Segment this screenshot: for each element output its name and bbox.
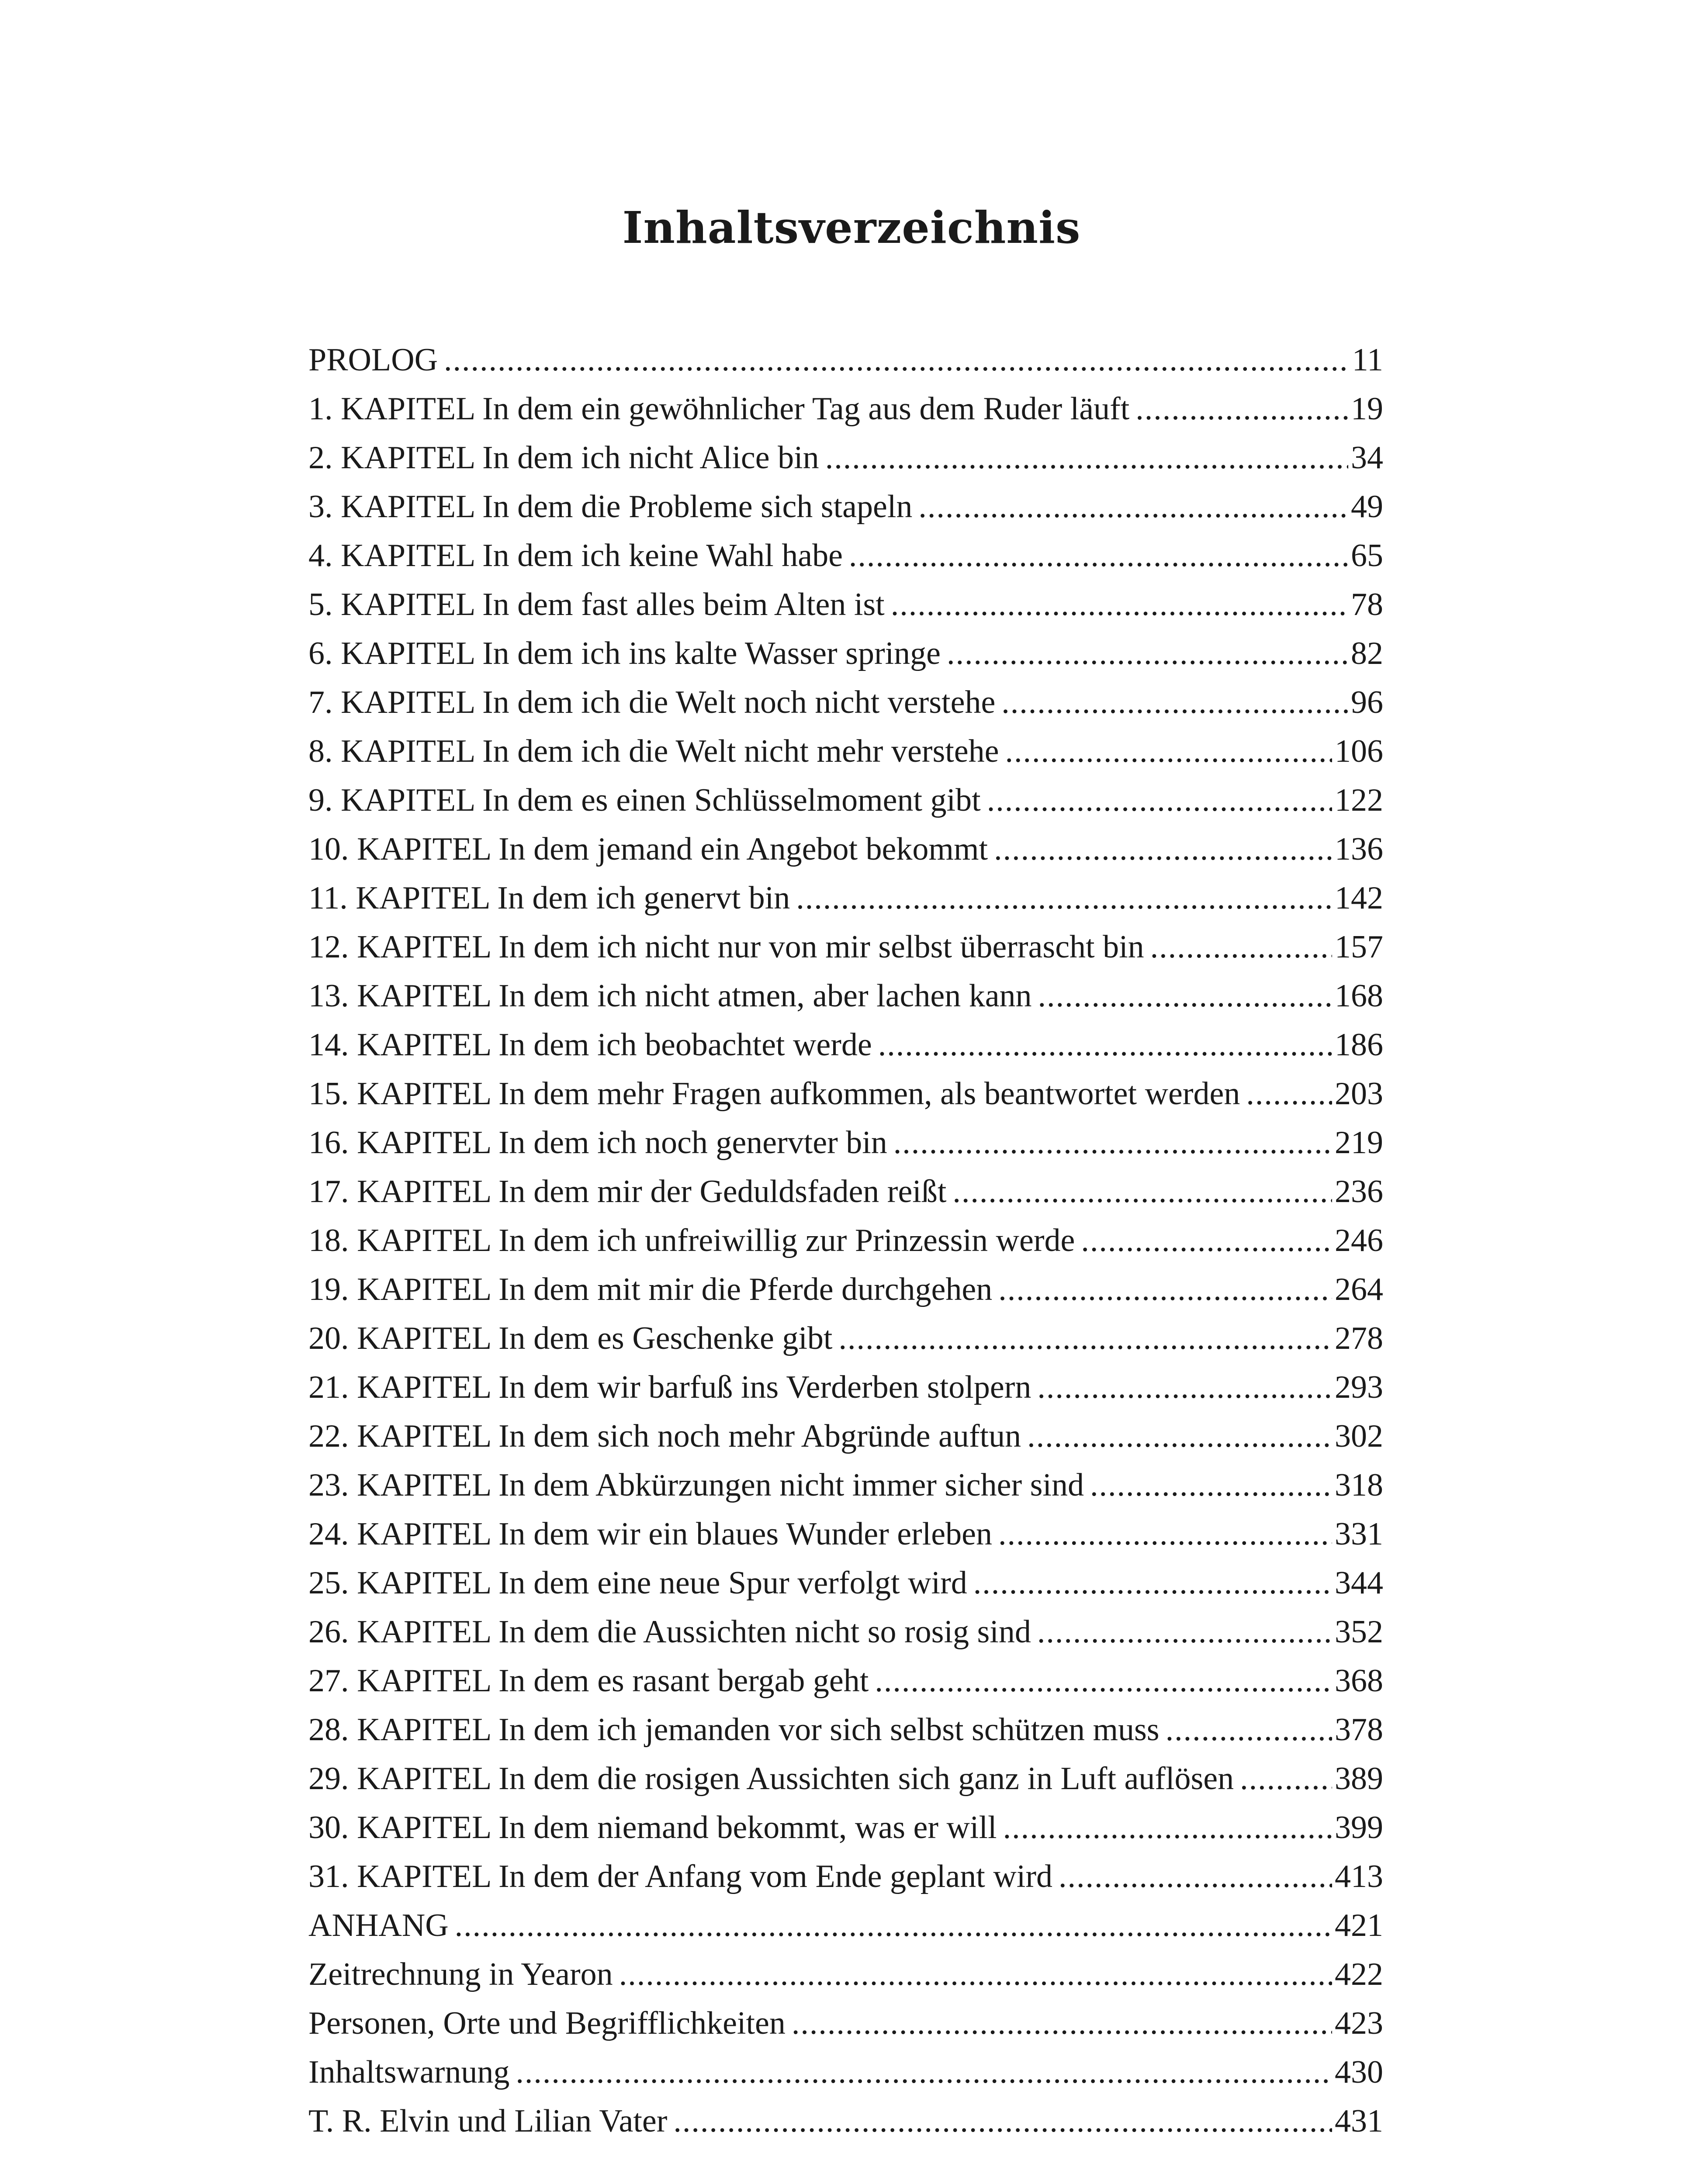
toc-dot-leader bbox=[1166, 1705, 1332, 1754]
toc-entry-page-number: 203 bbox=[1335, 1076, 1383, 1112]
toc-entry-title: 30. KAPITEL In dem niemand bekommt, was er will bbox=[308, 1810, 997, 1845]
toc-dot-leader bbox=[1059, 1852, 1332, 1901]
toc-entry bbox=[308, 1069, 1383, 1118]
toc-dot-leader bbox=[1150, 923, 1332, 971]
toc-dot-leader bbox=[973, 1559, 1332, 1607]
toc-entry-page-number: 421 bbox=[1335, 1908, 1383, 1943]
toc-entry-title: 25. KAPITEL In dem eine neue Spur verfolgt wird bbox=[308, 1565, 967, 1601]
toc-entry bbox=[308, 1265, 1383, 1314]
toc-entry-title: 16. KAPITEL In dem ich noch genervter bin bbox=[308, 1125, 887, 1161]
toc-entry-page-number: 186 bbox=[1335, 1027, 1383, 1063]
toc-dot-leader bbox=[619, 1950, 1332, 1999]
toc-entry-title: 6. KAPITEL In dem ich ins kalte Wasser springe bbox=[308, 636, 941, 671]
toc-dot-leader bbox=[1090, 1461, 1332, 1510]
table-of-contents bbox=[308, 335, 1383, 2146]
toc-entry-page-number: 82 bbox=[1351, 636, 1383, 671]
toc-entry bbox=[308, 1754, 1383, 1803]
toc-entry bbox=[308, 874, 1383, 923]
toc-entry-page-number: 264 bbox=[1335, 1272, 1383, 1307]
toc-entry bbox=[308, 923, 1383, 971]
toc-entry bbox=[308, 1559, 1383, 1607]
toc-dot-leader bbox=[891, 580, 1348, 629]
toc-entry-page-number: 302 bbox=[1335, 1418, 1383, 1454]
toc-entry bbox=[308, 1118, 1383, 1167]
toc-dot-leader bbox=[455, 1901, 1332, 1950]
toc-entry bbox=[308, 1705, 1383, 1754]
toc-entry-page-number: 246 bbox=[1335, 1223, 1383, 1258]
toc-entry-page-number: 49 bbox=[1351, 489, 1383, 525]
toc-entry-title: 19. KAPITEL In dem mit mir die Pferde durchgehen bbox=[308, 1272, 993, 1307]
toc-dot-leader bbox=[444, 335, 1350, 384]
toc-entry-page-number: 368 bbox=[1335, 1663, 1383, 1699]
toc-entry bbox=[308, 1950, 1383, 1999]
toc-dot-leader bbox=[1003, 1803, 1332, 1852]
toc-dot-leader bbox=[1027, 1412, 1332, 1461]
toc-entry-page-number: 423 bbox=[1335, 2005, 1383, 2041]
toc-dot-leader bbox=[673, 2097, 1332, 2146]
toc-dot-leader bbox=[1246, 1069, 1332, 1118]
toc-entry bbox=[308, 629, 1383, 678]
toc-dot-leader bbox=[1081, 1216, 1332, 1265]
page-title: Inhaltsverzeichnis bbox=[622, 202, 1081, 253]
toc-entry-page-number: 19 bbox=[1351, 391, 1383, 427]
toc-entry bbox=[308, 1216, 1383, 1265]
toc-entry bbox=[308, 1607, 1383, 1656]
toc-entry bbox=[308, 1656, 1383, 1705]
toc-entry-title: 12. KAPITEL In dem ich nicht nur von mir selbst überrascht bin bbox=[308, 929, 1144, 965]
toc-entry-title: Personen, Orte und Begrifflichkeiten bbox=[308, 2005, 786, 2041]
toc-entry bbox=[308, 531, 1383, 580]
toc-entry-title: 27. KAPITEL In dem es rasant bergab geht bbox=[308, 1663, 869, 1699]
toc-entry-title: Zeitrechnung in Yearon bbox=[308, 1956, 613, 1992]
toc-entry-title: 14. KAPITEL In dem ich beobachtet werde bbox=[308, 1027, 872, 1063]
toc-dot-leader bbox=[875, 1656, 1332, 1705]
toc-dot-leader bbox=[918, 482, 1348, 531]
toc-dot-leader bbox=[849, 531, 1348, 580]
toc-dot-leader bbox=[998, 1510, 1332, 1559]
toc-entry-page-number: 422 bbox=[1335, 1956, 1383, 1992]
toc-dot-leader bbox=[1038, 971, 1332, 1020]
toc-entry-title: 29. KAPITEL In dem die rosigen Aussichten sich ganz in Luft auflösen bbox=[308, 1761, 1234, 1797]
toc-entry-title: 31. KAPITEL In dem der Anfang vom Ende geplant wird bbox=[308, 1859, 1052, 1894]
toc-entry-title: 9. KAPITEL In dem es einen Schlüsselmoment gibt bbox=[308, 782, 981, 818]
toc-entry-title: 21. KAPITEL In dem wir barfuß ins Verderben stolpern bbox=[308, 1369, 1031, 1405]
toc-dot-leader bbox=[1037, 1607, 1332, 1656]
toc-entry-page-number: 318 bbox=[1335, 1467, 1383, 1503]
toc-entry-page-number: 331 bbox=[1335, 1516, 1383, 1552]
toc-entry-title: 13. KAPITEL In dem ich nicht atmen, aber lachen kann bbox=[308, 978, 1032, 1014]
toc-entry bbox=[308, 1167, 1383, 1216]
toc-entry-page-number: 65 bbox=[1351, 538, 1383, 574]
toc-dot-leader bbox=[825, 433, 1348, 482]
toc-dot-leader bbox=[987, 776, 1332, 825]
toc-entry-page-number: 11 bbox=[1352, 342, 1383, 378]
toc-entry-page-number: 106 bbox=[1335, 733, 1383, 769]
toc-entry bbox=[308, 335, 1383, 384]
toc-entry-title: 4. KAPITEL In dem ich keine Wahl habe bbox=[308, 538, 843, 574]
toc-entry-title: 20. KAPITEL In dem es Geschenke gibt bbox=[308, 1320, 833, 1356]
toc-dot-leader bbox=[1005, 727, 1333, 776]
toc-dot-leader bbox=[947, 629, 1348, 678]
toc-entry bbox=[308, 1020, 1383, 1069]
toc-entry-page-number: 78 bbox=[1351, 587, 1383, 622]
toc-dot-leader bbox=[516, 2048, 1332, 2097]
toc-entry-title: 24. KAPITEL In dem wir ein blaues Wunder erleben bbox=[308, 1516, 992, 1552]
toc-entry-title: 18. KAPITEL In dem ich unfreiwillig zur Prinzessin werde bbox=[308, 1223, 1075, 1258]
toc-entry-page-number: 157 bbox=[1335, 929, 1383, 965]
toc-entry bbox=[308, 1901, 1383, 1950]
toc-entry bbox=[308, 1412, 1383, 1461]
toc-entry bbox=[308, 2097, 1383, 2146]
toc-entry bbox=[308, 825, 1383, 874]
toc-entry-page-number: 399 bbox=[1335, 1810, 1383, 1845]
toc-entry-title: 11. KAPITEL In dem ich genervt bin bbox=[308, 880, 790, 916]
toc-dot-leader bbox=[792, 1999, 1332, 2048]
toc-entry-title: 8. KAPITEL In dem ich die Welt nicht mehr verstehe bbox=[308, 733, 999, 769]
toc-dot-leader bbox=[1240, 1754, 1332, 1803]
toc-entry-page-number: 389 bbox=[1335, 1761, 1383, 1797]
toc-entry bbox=[308, 1852, 1383, 1901]
toc-entry-page-number: 352 bbox=[1335, 1614, 1383, 1650]
toc-entry bbox=[308, 727, 1383, 776]
toc-entry-page-number: 122 bbox=[1335, 782, 1383, 818]
toc-entry bbox=[308, 1999, 1383, 2048]
toc-entry-title: 3. KAPITEL In dem die Probleme sich stapeln bbox=[308, 489, 913, 525]
toc-dot-leader bbox=[1001, 678, 1348, 727]
toc-entry-title: 2. KAPITEL In dem ich nicht Alice bin bbox=[308, 440, 819, 476]
toc-entry-title: 28. KAPITEL In dem ich jemanden vor sich selbst schützen muss bbox=[308, 1712, 1160, 1748]
toc-entry-page-number: 431 bbox=[1335, 2103, 1383, 2139]
toc-entry-page-number: 293 bbox=[1335, 1369, 1383, 1405]
toc-entry-page-number: 236 bbox=[1335, 1174, 1383, 1209]
toc-entry bbox=[308, 776, 1383, 825]
toc-entry bbox=[308, 1510, 1383, 1559]
toc-entry-page-number: 142 bbox=[1335, 880, 1383, 916]
toc-entry bbox=[308, 1461, 1383, 1510]
toc-entry-page-number: 34 bbox=[1351, 440, 1383, 476]
toc-dot-leader bbox=[952, 1167, 1332, 1216]
toc-entry-title: 5. KAPITEL In dem fast alles beim Alten ist bbox=[308, 587, 885, 622]
toc-entry-title: 26. KAPITEL In dem die Aussichten nicht so rosig sind bbox=[308, 1614, 1031, 1650]
toc-entry-title: T. R. Elvin und Lilian Vater bbox=[308, 2103, 668, 2139]
toc-entry bbox=[308, 2048, 1383, 2097]
toc-entry-page-number: 168 bbox=[1335, 978, 1383, 1014]
toc-entry-page-number: 344 bbox=[1335, 1565, 1383, 1601]
toc-entry bbox=[308, 1363, 1383, 1412]
toc-entry bbox=[308, 678, 1383, 727]
toc-dot-leader bbox=[796, 874, 1332, 923]
toc-entry-page-number: 96 bbox=[1351, 684, 1383, 720]
toc-dot-leader bbox=[998, 1265, 1332, 1314]
toc-entry bbox=[308, 433, 1383, 482]
toc-entry-title: Inhaltswarnung bbox=[308, 2054, 510, 2090]
toc-entry-page-number: 278 bbox=[1335, 1320, 1383, 1356]
toc-entry-page-number: 413 bbox=[1335, 1859, 1383, 1894]
toc-dot-leader bbox=[838, 1314, 1332, 1363]
toc-dot-leader bbox=[893, 1118, 1332, 1167]
toc-dot-leader bbox=[994, 825, 1332, 874]
toc-entry bbox=[308, 971, 1383, 1020]
toc-dot-leader bbox=[1135, 384, 1348, 433]
toc-entry bbox=[308, 1314, 1383, 1363]
toc-entry-page-number: 136 bbox=[1335, 831, 1383, 867]
toc-entry-title: 1. KAPITEL In dem ein gewöhnlicher Tag aus dem Ruder läuft bbox=[308, 391, 1130, 427]
toc-dot-leader bbox=[1037, 1363, 1332, 1412]
toc-entry bbox=[308, 1803, 1383, 1852]
toc-entry-title: ANHANG bbox=[308, 1908, 449, 1943]
toc-entry-page-number: 219 bbox=[1335, 1125, 1383, 1161]
toc-entry-title: 23. KAPITEL In dem Abkürzungen nicht immer sicher sind bbox=[308, 1467, 1084, 1503]
toc-entry-title: PROLOG bbox=[308, 342, 438, 378]
toc-dot-leader bbox=[878, 1020, 1332, 1069]
toc-entry bbox=[308, 482, 1383, 531]
toc-entry-page-number: 430 bbox=[1335, 2054, 1383, 2090]
toc-entry-title: 22. KAPITEL In dem sich noch mehr Abgründe auftun bbox=[308, 1418, 1021, 1454]
toc-entry-page-number: 378 bbox=[1335, 1712, 1383, 1748]
toc-entry-title: 7. KAPITEL In dem ich die Welt noch nicht verstehe bbox=[308, 684, 996, 720]
toc-entry bbox=[308, 384, 1383, 433]
toc-entry bbox=[308, 580, 1383, 629]
toc-entry-title: 10. KAPITEL In dem jemand ein Angebot bekommt bbox=[308, 831, 988, 867]
toc-entry-title: 15. KAPITEL In dem mehr Fragen aufkommen, als beantwortet werden bbox=[308, 1076, 1240, 1112]
toc-entry-title: 17. KAPITEL In dem mir der Geduldsfaden reißt bbox=[308, 1174, 947, 1209]
